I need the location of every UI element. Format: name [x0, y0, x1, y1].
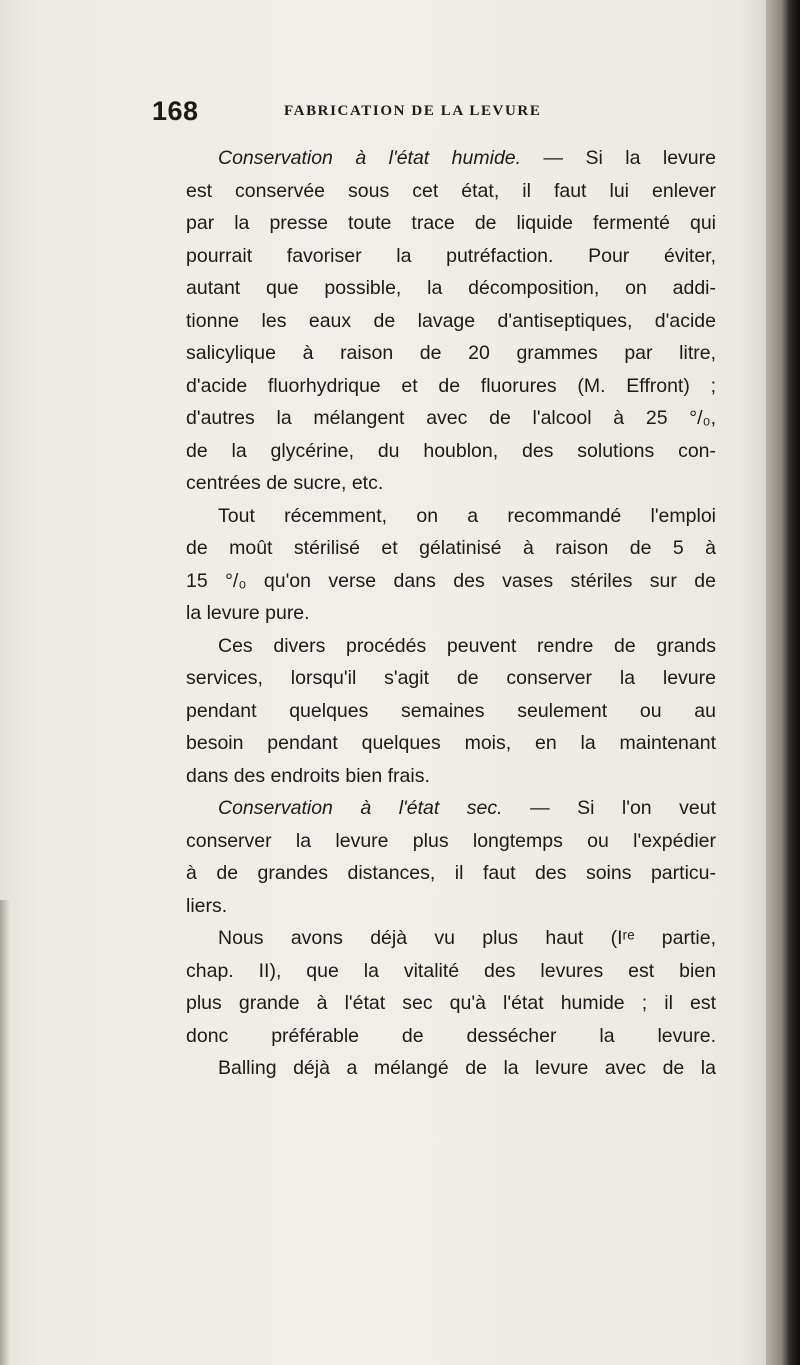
- line-text: salicylique à raison de 20 grammes par litre,: [186, 342, 716, 364]
- line-text: chap. II), que la vitalité des levures est bien: [186, 959, 716, 982]
- text-line: [186, 207, 716, 240]
- line-text: plus grande à l'état sec qu'à l'état humide ; il est: [186, 992, 716, 1014]
- line-text: tionne les eaux de lavage d'antiseptiques, d'acide: [186, 309, 716, 332]
- line-text: centrées de sucre, etc.: [186, 472, 384, 494]
- line-text: d'acide fluorhydrique et de fluorures (M. Effront) ;: [186, 374, 716, 397]
- line-text: est conservée sous cet état, il faut lui enlever: [186, 179, 716, 202]
- text-line: [186, 240, 716, 273]
- text-line: [186, 630, 716, 663]
- line-text: besoin pendant quelques mois, en la maintenant: [186, 732, 716, 754]
- text-line: [186, 662, 716, 695]
- text-line: [186, 337, 716, 370]
- text-line: [186, 922, 716, 955]
- text-line: [186, 142, 716, 175]
- text-line: [186, 695, 716, 728]
- section-heading: Conservation à l'état humide.: [218, 147, 522, 169]
- page-edge: [766, 0, 800, 1365]
- line-text: services, lorsqu'il s'agit de conserver la levure: [186, 667, 716, 689]
- text-line: [186, 955, 716, 988]
- section-heading: Conservation à l'état sec.: [218, 797, 503, 819]
- line-text: donc préférable de dessécher la levure.: [186, 1024, 716, 1047]
- text-line: [186, 857, 716, 890]
- text-line: [186, 597, 716, 630]
- line-text: la levure pure.: [186, 602, 310, 624]
- text-line: [186, 825, 716, 858]
- line-text: dans des endroits bien frais.: [186, 764, 430, 787]
- line-text: par la presse toute trace de liquide fermenté qui: [186, 212, 716, 234]
- line-text: Ces divers procédés peuvent rendre de grands: [218, 634, 716, 657]
- line-text: de la glycérine, du houblon, des solutions con-: [186, 439, 716, 462]
- line-text: Nous avons déjà vu plus haut (Iʳᵉ partie,: [218, 927, 716, 949]
- text-line: [186, 500, 716, 533]
- text-line: [186, 1020, 716, 1053]
- text-line: [186, 402, 716, 435]
- text-line: [186, 987, 716, 1020]
- text-line: [186, 435, 716, 468]
- text-line: [186, 792, 716, 825]
- line-text: pendant quelques semaines seulement ou au: [186, 699, 716, 722]
- text-line: [186, 175, 716, 208]
- line-text: d'autres la mélangent avec de l'alcool à 25 °/₀,: [186, 407, 716, 429]
- text-line: [186, 1052, 716, 1085]
- line-text: conserver la levure plus longtemps ou l'expédier: [186, 829, 716, 852]
- text-line: [186, 565, 716, 598]
- line-text: de moût stérilisé et gélatinisé à raison de 5 à: [186, 537, 716, 559]
- text-line: [186, 305, 716, 338]
- line-text: Tout récemment, on a recommandé l'emploi: [218, 504, 716, 527]
- body-text: [186, 142, 716, 1085]
- line-text: à de grandes distances, il faut des soins particu-: [186, 862, 716, 884]
- line-text: autant que possible, la décomposition, on addi-: [186, 277, 716, 299]
- text-line: [186, 760, 716, 793]
- text-line: [186, 370, 716, 403]
- text-line: [186, 890, 716, 923]
- text-line: [186, 272, 716, 305]
- line-text: Balling déjà a mélangé de la levure avec de la: [218, 1057, 716, 1079]
- text-line: [186, 467, 716, 500]
- page-gutter-shadow: [0, 900, 10, 1365]
- page-header: [152, 96, 712, 136]
- line-text: — Si l'on veut: [502, 797, 716, 819]
- text-line: [186, 532, 716, 565]
- line-text: 15 °/₀ qu'on verse dans des vases stériles sur de: [186, 569, 716, 592]
- line-text: pourrait favoriser la putréfaction. Pour éviter,: [186, 244, 716, 267]
- running-title: FABRICATION DE LA LEVURE: [284, 103, 542, 119]
- text-line: [186, 727, 716, 760]
- page-number: 168: [152, 96, 199, 126]
- line-text: liers.: [186, 894, 228, 917]
- line-text: — Si la levure: [521, 147, 716, 169]
